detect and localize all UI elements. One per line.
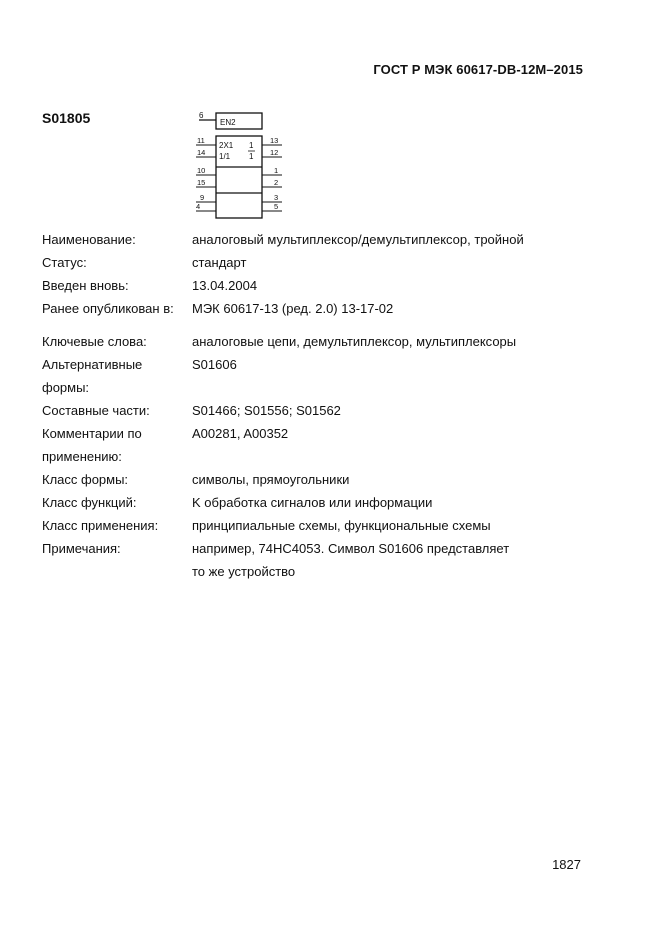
field-row-components <box>42 399 602 422</box>
field-value: аналоговый мультиплексор/демультиплексор, тройной <box>192 232 524 247</box>
field-row-alternative-forms <box>42 353 602 376</box>
field-row-application-notes-cont <box>42 445 602 468</box>
field-value: принципиальные схемы, функциональные схемы <box>192 518 491 533</box>
left-pin-label: 9 <box>200 193 205 202</box>
field-label: Наименование: <box>42 232 136 247</box>
field-label <box>42 560 192 583</box>
field-label: Примечания: <box>42 541 121 556</box>
left-pin-label: 14 <box>197 148 206 157</box>
document-header: ГОСТ Р МЭК 60617-DB-12M–2015 <box>373 62 583 77</box>
mux-label: 2X1 <box>219 141 234 150</box>
field-value: символы, прямоугольники <box>192 472 350 487</box>
right-pin-label: 2 <box>274 178 279 187</box>
right-pin-label: 12 <box>270 148 279 157</box>
field-label: формы: <box>42 380 90 395</box>
fraction-right-top: 1 <box>249 141 254 150</box>
field-label: Введен вновь: <box>42 278 129 293</box>
field-value: 13.04.2004 <box>192 278 258 293</box>
field-row-previously-published <box>42 297 602 320</box>
field-value: K обработка сигналов или информации <box>192 495 433 510</box>
field-value: МЭК 60617-13 (ред. 2.0) 13-17-02 <box>192 301 394 316</box>
field-label: Класс функций: <box>42 495 137 510</box>
enable-label: EN2 <box>220 118 236 127</box>
field-row-introduced <box>42 274 602 297</box>
field-row-name <box>42 228 602 251</box>
field-row-application-notes <box>42 422 602 445</box>
field-label: Статус: <box>42 255 87 270</box>
field-value: то же устройство <box>192 564 296 579</box>
field-row-application-class <box>42 514 602 537</box>
field-value: S01466; S01556; S01562 <box>192 403 341 418</box>
symbol-code: S01805 <box>42 110 91 126</box>
field-label: Комментарии по <box>42 426 142 441</box>
left-pin-label: 4 <box>196 202 201 211</box>
attribute-table <box>42 228 602 583</box>
field-value: A00281, A00352 <box>192 426 289 441</box>
field-row-notes-cont <box>42 560 602 583</box>
fraction-left: 1/1 <box>219 152 231 161</box>
right-pin-label: 3 <box>274 193 279 202</box>
left-pin-label: 15 <box>197 178 206 187</box>
left-pin-label: 11 <box>197 136 205 145</box>
field-value <box>192 445 602 468</box>
right-pin-label: 1 <box>274 166 279 175</box>
right-pin-label: 5 <box>274 202 279 211</box>
enable-pin-label: 6 <box>199 111 204 120</box>
field-value: аналоговые цепи, демультиплексор, мультиплексоры <box>192 334 517 349</box>
field-value <box>192 376 602 399</box>
field-row-form-class <box>42 468 602 491</box>
field-row-status <box>42 251 602 274</box>
field-label: Ключевые слова: <box>42 334 147 349</box>
field-label: Альтернативные <box>42 357 143 372</box>
right-pin-label: 13 <box>270 136 279 145</box>
field-label: Класс применения: <box>42 518 159 533</box>
field-row-keywords <box>42 330 602 353</box>
field-row-alternative-forms-cont <box>42 376 602 399</box>
field-label: применению: <box>42 449 122 464</box>
field-label: Ранее опубликован в: <box>42 301 174 316</box>
field-value: например, 74HC4053. Символ S01606 представляет <box>192 541 510 556</box>
field-value: стандарт <box>192 255 247 270</box>
left-pin-label: 10 <box>197 166 206 175</box>
field-label: Класс формы: <box>42 472 129 487</box>
fraction-right-bottom: 1 <box>249 152 254 161</box>
field-value: S01606 <box>192 357 237 372</box>
field-row-function-class <box>42 491 602 514</box>
multiplexer-symbol <box>192 108 288 220</box>
field-row-notes <box>42 537 602 560</box>
field-label: Составные части: <box>42 403 150 418</box>
page-number: 1827 <box>552 857 581 872</box>
